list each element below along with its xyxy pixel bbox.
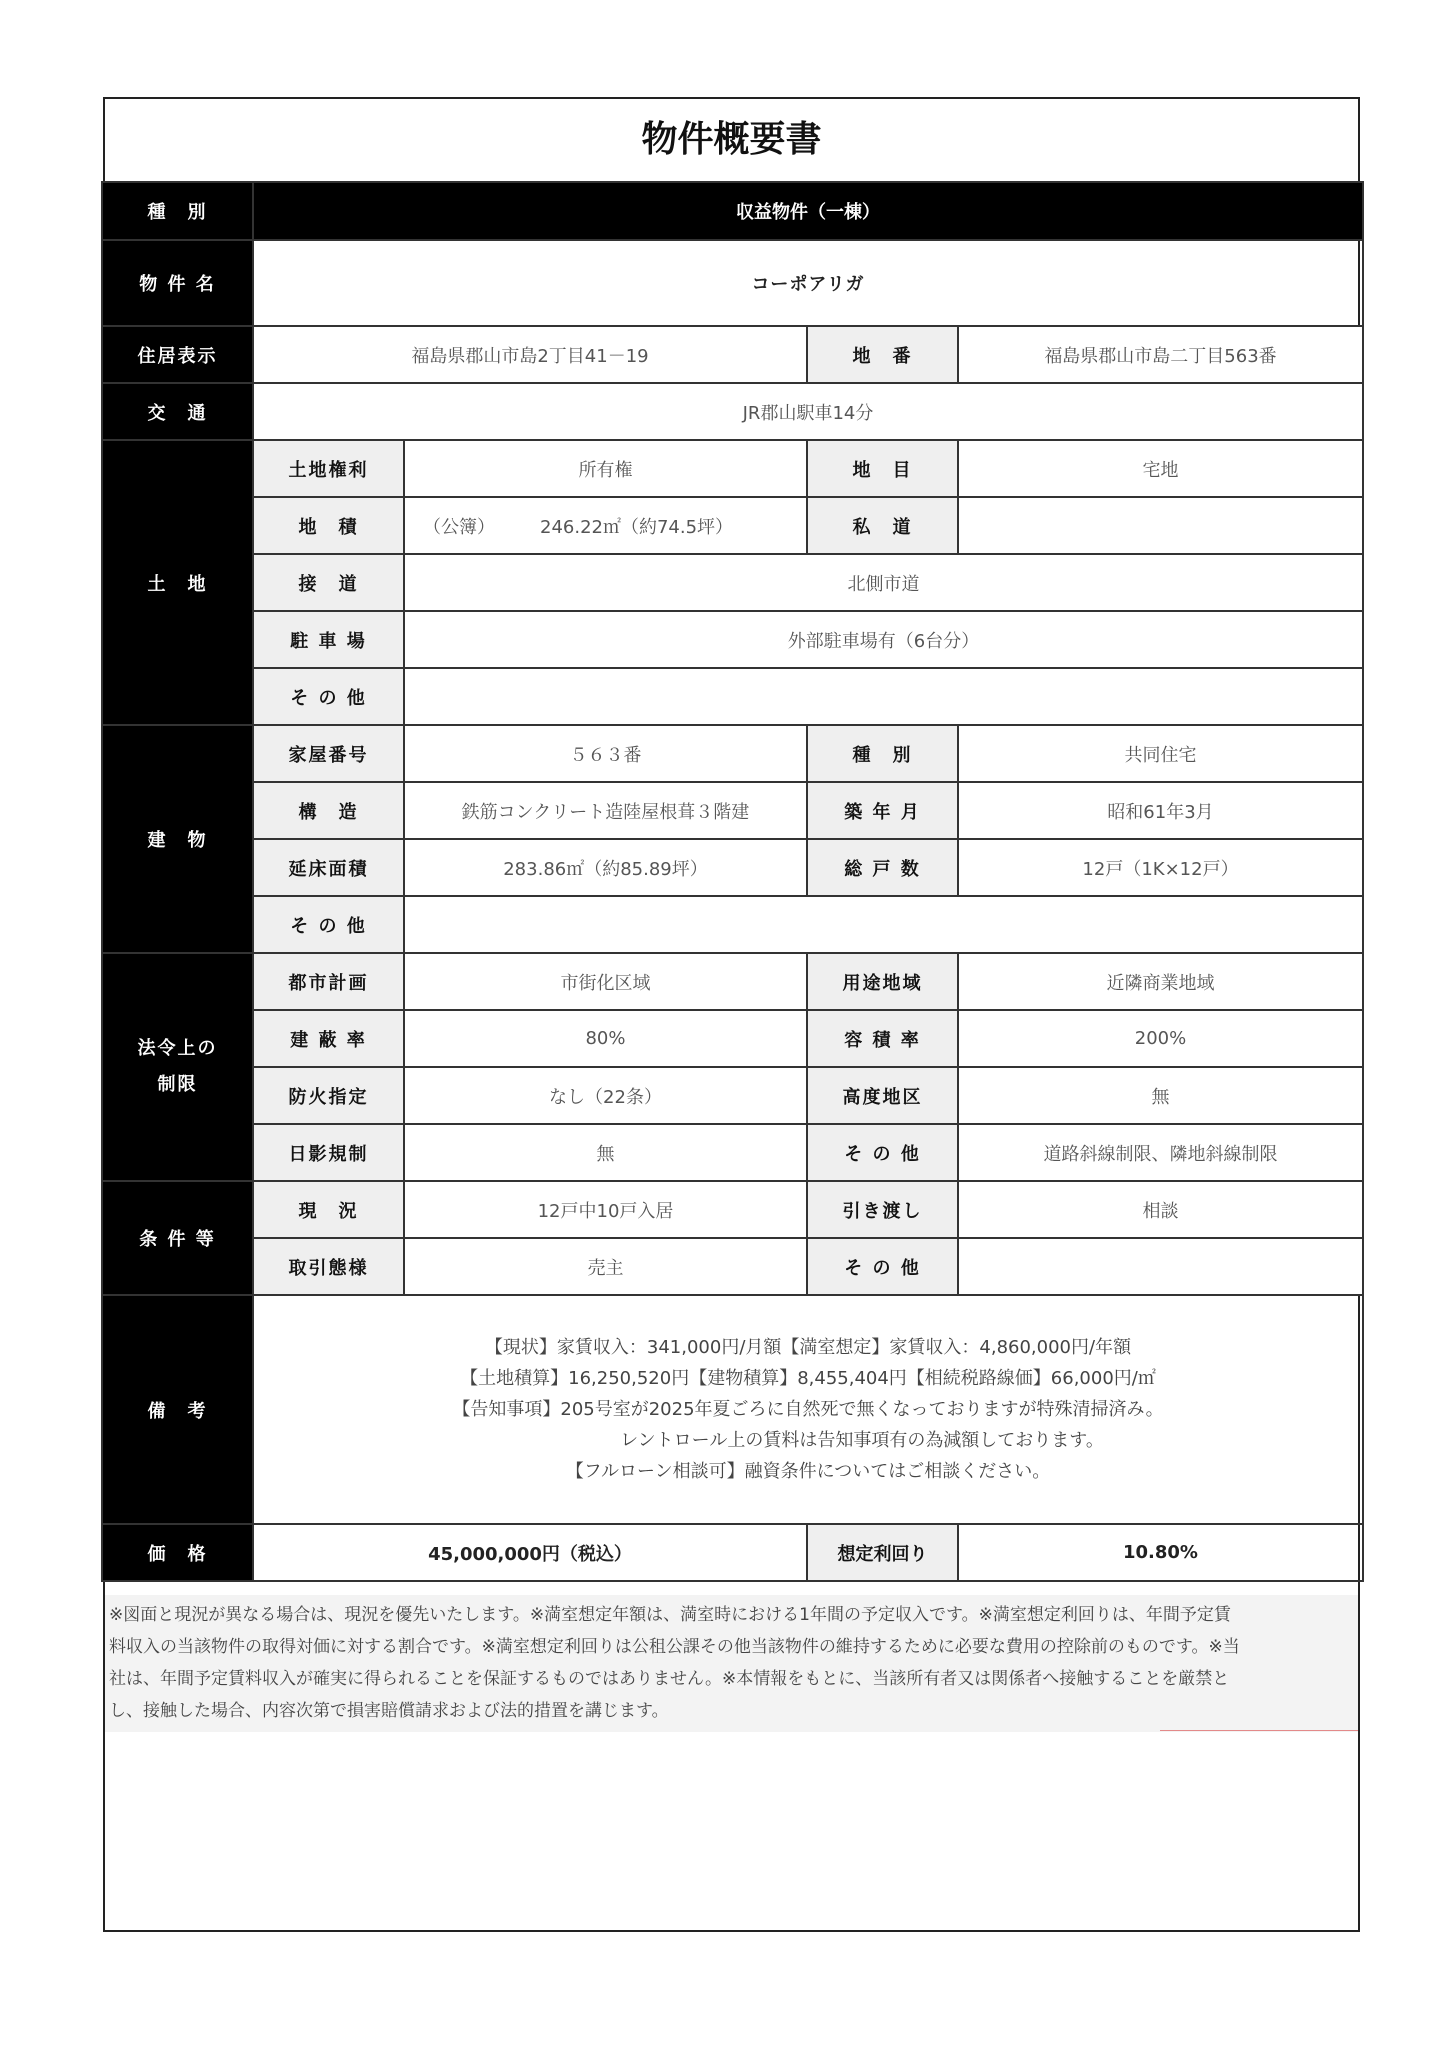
kind-value: 収益物件（一棟）	[253, 182, 1363, 240]
deal-type-label: 取引態様	[253, 1238, 404, 1295]
parking-value: 外部駐車場有（6台分）	[404, 611, 1363, 668]
legal-row-2	[102, 1010, 1363, 1067]
road-value: 北側市道	[404, 554, 1363, 611]
address-value: 福島県郡山市島2丁目41－19	[253, 326, 807, 383]
units-value: 12戸（1K×12戸）	[958, 839, 1363, 896]
remarks-row	[102, 1295, 1363, 1524]
disclaimer-line: 料収入の当該物件の取得対価に対する割合です。※満室想定利回りは公租公課その他当該物件の維持するために必要な費用の控除前のものです。※当	[109, 1637, 1240, 1657]
fire-value: なし（22条）	[404, 1067, 807, 1124]
disclaimer-line: ※図面と現況が異なる場合は、現況を優先いたします。※満室想定年額は、満室時における1年間の予定収入です。※満室想定利回りは、年間予定賃	[109, 1605, 1231, 1625]
building-row-4	[102, 896, 1363, 953]
status-label: 現 況	[253, 1181, 404, 1238]
disclaimer-line: し、接触した場合、内容次第で損害賠償請求および法的措置を講じます。	[109, 1701, 669, 1721]
remarks-line: 【フルローン相談可】融資条件についてはご相談ください。	[565, 1461, 1051, 1482]
document-title: 物件概要書	[641, 119, 822, 160]
land-category-value: 宅地	[958, 440, 1363, 497]
handover-label: 引き渡し	[807, 1181, 958, 1238]
built-value: 昭和61年3月	[958, 782, 1363, 839]
price-value: 45,000,000円（税込）	[253, 1524, 807, 1581]
use-zone-value: 近隣商業地域	[958, 953, 1363, 1010]
status-value: 12戸中10戸入居	[404, 1181, 807, 1238]
remarks-line: レントロール上の賃料は告知事項有の為減額しております。	[512, 1430, 1104, 1451]
parking-label: 駐 車 場	[253, 611, 404, 668]
legal-row-4	[102, 1124, 1363, 1181]
land-area-label: 地 積	[253, 497, 404, 554]
conditions-section-label: 条 件 等	[102, 1181, 253, 1295]
kind-row	[102, 182, 1363, 240]
house-number-label: 家屋番号	[253, 725, 404, 782]
legal-other-value: 道路斜線制限、隣地斜線制限	[958, 1124, 1363, 1181]
lot-value: 福島県郡山市島二丁目563番	[958, 326, 1363, 383]
yield-value: 10.80%	[958, 1524, 1363, 1581]
access-label: 交 通	[102, 383, 253, 440]
deal-type-value: 売主	[404, 1238, 807, 1295]
coverage-value: 80%	[404, 1010, 807, 1067]
building-type-label: 種 別	[807, 725, 958, 782]
house-number-value: ５６３番	[404, 725, 807, 782]
building-row-3	[102, 839, 1363, 896]
disclaimer-line: 社は、年間予定賃料収入が確実に得られることを保証するものではありません。※本情報をもとに、当該所有者又は関係者へ接触することを厳禁と	[109, 1669, 1230, 1689]
legal-row-3	[102, 1067, 1363, 1124]
coverage-label: 建 蔽 率	[253, 1010, 404, 1067]
land-area-value: （公簿） 246.22㎡（約74.5坪）	[404, 497, 807, 554]
remarks-content	[253, 1295, 1363, 1524]
land-other-label: そ の 他	[253, 668, 404, 725]
land-row-5	[102, 668, 1363, 725]
building-row-1	[102, 725, 1363, 782]
legal-section-label: 法令上の 制限	[102, 953, 253, 1181]
remarks-line: 【土地積算】16,250,520円【建物積算】8,455,404円【相続税路線価】66,000円/㎡	[460, 1368, 1156, 1389]
land-row-4	[102, 611, 1363, 668]
property-name: コーポアリガ	[253, 240, 1363, 326]
kind-label: 種 別	[102, 182, 253, 240]
fire-label: 防火指定	[253, 1067, 404, 1124]
address-label: 住居表示	[102, 326, 253, 383]
city-plan-value: 市街化区域	[404, 953, 807, 1010]
remarks-line: 【現状】家賃収入：341,000円/月額【満室想定】家賃収入：4,860,000円/年額	[484, 1337, 1132, 1358]
structure-value: 鉄筋コンクリート造陸屋根葺３階建	[404, 782, 807, 839]
remarks-line: 【告知事項】205号室が2025年夏ごろに自然死で無くなっておりますが特殊清掃済み。	[452, 1399, 1164, 1420]
city-plan-label: 都市計画	[253, 953, 404, 1010]
built-label: 築 年 月	[807, 782, 958, 839]
far-label: 容 積 率	[807, 1010, 958, 1067]
price-row	[102, 1524, 1363, 1581]
legal-other-label: そ の 他	[807, 1124, 958, 1181]
conditions-other-label: そ の 他	[807, 1238, 958, 1295]
divider-line	[1160, 1730, 1358, 1731]
land-rights-label: 土地権利	[253, 440, 404, 497]
land-category-label: 地 目	[807, 440, 958, 497]
remarks-label: 備 考	[102, 1295, 253, 1524]
legal-row-1	[102, 953, 1363, 1010]
land-rights-value: 所有権	[404, 440, 807, 497]
property-summary-table	[101, 181, 1364, 1582]
building-section-label: 建 物	[102, 725, 253, 953]
structure-label: 構 造	[253, 782, 404, 839]
address-row	[102, 326, 1363, 383]
name-label: 物 件 名	[102, 240, 253, 326]
road-label: 接 道	[253, 554, 404, 611]
height-district-value: 無	[958, 1067, 1363, 1124]
name-row	[102, 240, 1363, 326]
handover-value: 相談	[958, 1181, 1363, 1238]
conditions-row-1	[102, 1181, 1363, 1238]
access-value: JR郡山駅車14分	[253, 383, 1363, 440]
private-road-value	[958, 497, 1363, 554]
far-value: 200%	[958, 1010, 1363, 1067]
price-label: 価 格	[102, 1524, 253, 1581]
building-row-2	[102, 782, 1363, 839]
use-zone-label: 用途地域	[807, 953, 958, 1010]
disclaimer	[105, 1595, 1358, 1732]
building-other-value	[404, 896, 1363, 953]
units-label: 総 戸 数	[807, 839, 958, 896]
lot-label: 地 番	[807, 326, 958, 383]
access-row	[102, 383, 1363, 440]
shadow-value: 無	[404, 1124, 807, 1181]
floor-area-label: 延床面積	[253, 839, 404, 896]
land-row-3	[102, 554, 1363, 611]
conditions-row-2	[102, 1238, 1363, 1295]
yield-label: 想定利回り	[807, 1524, 958, 1581]
height-district-label: 高度地区	[807, 1067, 958, 1124]
building-other-label: そ の 他	[253, 896, 404, 953]
conditions-other-value	[958, 1238, 1363, 1295]
land-section-label: 土 地	[102, 440, 253, 725]
shadow-label: 日影規制	[253, 1124, 404, 1181]
land-other-value	[404, 668, 1363, 725]
land-row-2	[102, 497, 1363, 554]
private-road-label: 私 道	[807, 497, 958, 554]
building-type-value: 共同住宅	[958, 725, 1363, 782]
land-row-1	[102, 440, 1363, 497]
floor-area-value: 283.86㎡（約85.89坪）	[404, 839, 807, 896]
